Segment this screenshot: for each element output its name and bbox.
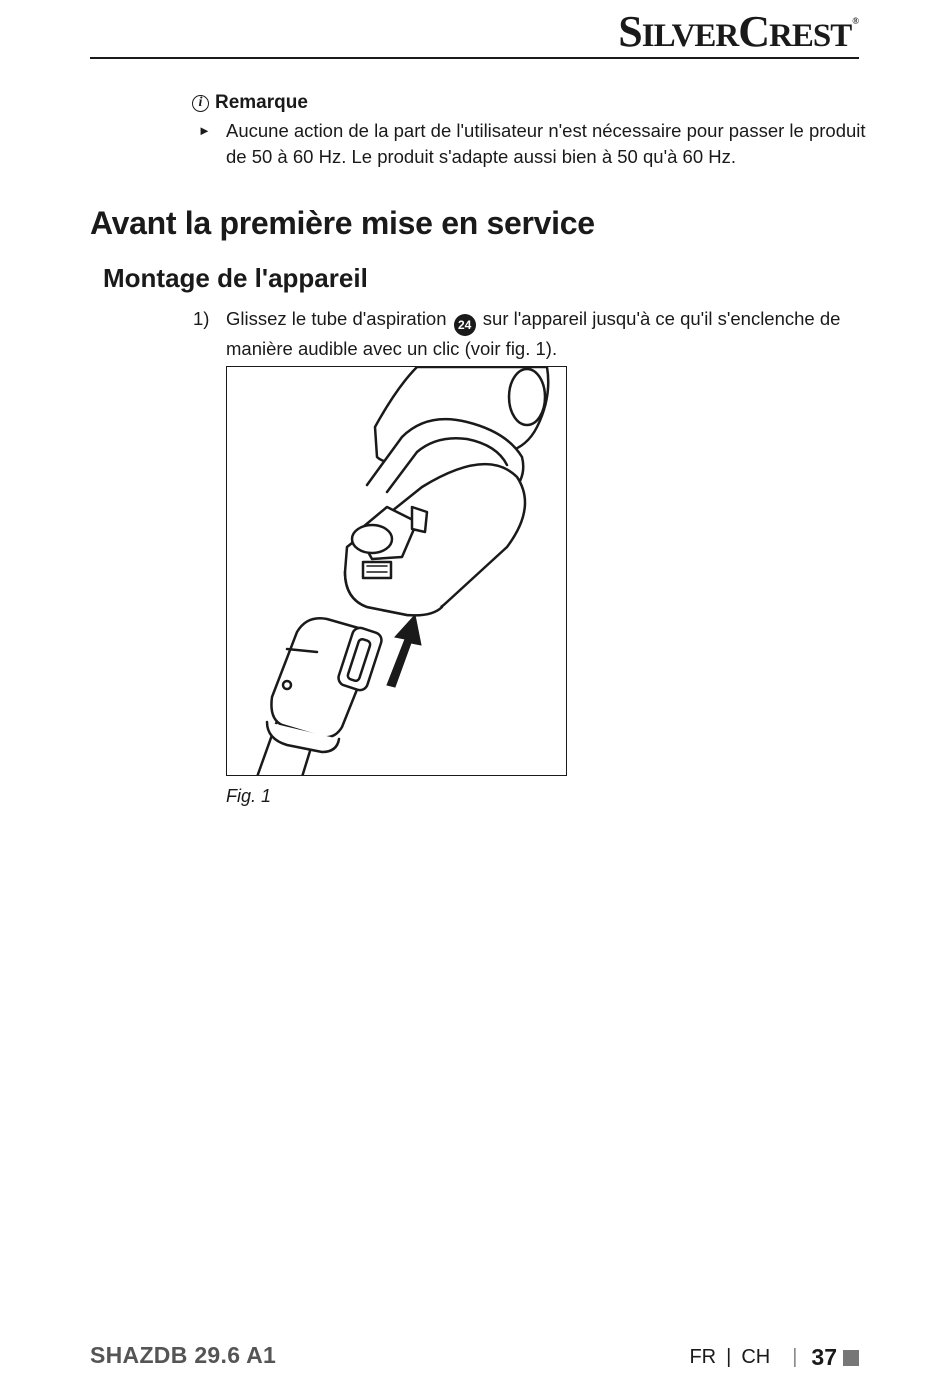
step-number: 1) — [193, 308, 210, 329]
note-item — [192, 118, 872, 170]
brand-logo: SILVERCREST® — [618, 7, 858, 56]
square-marker-icon — [843, 1350, 859, 1366]
note-title: Remarque — [215, 92, 308, 113]
figure-caption: Fig. 1 — [226, 786, 272, 806]
section-title: Avant la première mise en service — [90, 205, 595, 241]
figure-illustration — [226, 366, 567, 776]
bullet-arrow-icon: ► — [198, 123, 211, 138]
header-divider — [90, 57, 859, 59]
step-text-after: sur l'appareil jusqu'à ce qu'il s'enclenche de manière audible avec un clic (voir fig. 1). — [226, 308, 841, 359]
subsection-title: Montage de l'appareil — [103, 263, 368, 293]
note-header — [192, 92, 872, 114]
info-icon: i — [192, 95, 209, 112]
step-item — [193, 306, 853, 362]
page-number: 37 — [811, 1344, 837, 1370]
step-text-before: Glissez le tube d'aspiration — [226, 308, 447, 329]
footer-page-info — [689, 1344, 859, 1371]
footer-divider-2: | — [792, 1346, 798, 1368]
footer-divider: | — [726, 1346, 732, 1368]
footer-language-ch: CH — [741, 1346, 771, 1368]
note-block — [192, 92, 872, 170]
vacuum-tube-illustration — [227, 367, 567, 776]
note-text: Aucune action de la part de l'utilisateur n'est nécessaire pour passer le produit de 50 à 60 Hz. Le produit s'adapte aussi bien à 50 qu'à 60 Hz. — [226, 120, 866, 167]
step-text — [193, 306, 853, 362]
arrow-up-icon — [387, 615, 421, 687]
reference-number-badge: 24 — [454, 314, 476, 336]
footer-model-number: SHAZDB 29.6 A1 — [90, 1342, 277, 1368]
footer-language-fr: FR — [689, 1346, 717, 1368]
